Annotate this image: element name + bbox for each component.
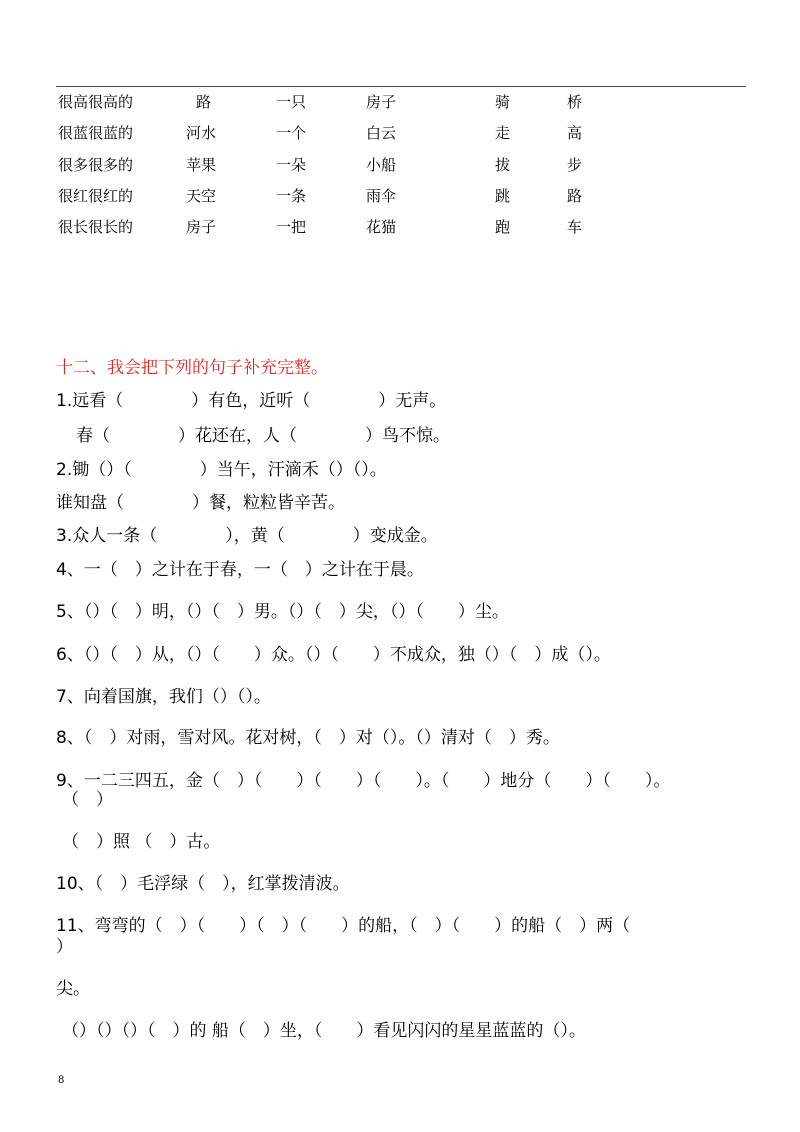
fill-in-line: 尖。 — [56, 979, 90, 999]
fill-in-line: （）（）（）（ ）的 船（ ）坐，（ ）看见闪闪的星星蓝蓝的（）。 — [62, 1021, 586, 1041]
fill-in-line: 7、向着国旗，我们（）（）。 — [56, 687, 271, 707]
table-cell: 苹果 — [186, 156, 217, 174]
table-cell: 拔 — [495, 156, 511, 174]
fill-in-line: （ ） — [62, 790, 113, 810]
fill-in-line: 9、一二三四五，金（ ）（ ）（ ）（ ）。（ ）地分（ ）（ ）。 — [56, 771, 671, 791]
table-cell: 一朵 — [276, 156, 307, 174]
fill-in-line: 11、弯弯的（ ）（ ）（ ）（ ）的船，（ ）（ ）的船（ ）两（ — [56, 916, 631, 936]
table-cell: 白云 — [366, 124, 397, 142]
fill-in-line: 4、一（ ）之计在于春，一（ ）之计在于晨。 — [56, 560, 424, 580]
page-number: 8 — [58, 1075, 65, 1086]
table-cell: 一把 — [276, 218, 307, 236]
section-title: 十二、我会把下列的句子补充完整。 — [56, 358, 328, 378]
fill-in-line: 1.远看（ ）有色，近听（ ）无声。 — [56, 391, 447, 411]
fill-in-line: 2.锄（）（ ）当午，汗滴禾（）（）。 — [56, 460, 387, 480]
table-cell: 高 — [567, 124, 583, 142]
table-row — [0, 216, 800, 240]
fill-in-line: 春（ ）花还在，人（ ）鸟不惊。 — [76, 426, 450, 446]
table-cell: 房子 — [186, 218, 217, 236]
table-cell: 小船 — [366, 156, 397, 174]
table-cell: 很高很高的 — [58, 93, 134, 111]
table-cell: 一条 — [276, 187, 307, 205]
fill-in-line: 6、（）（ ）从，（）（ ）众。（）（ ）不成众，独（）（ ）成（）。 — [56, 645, 611, 665]
table-cell: 步 — [567, 156, 583, 174]
table-row — [0, 91, 800, 115]
table-cell: 一个 — [276, 124, 307, 142]
table-cell: 很多很多的 — [58, 156, 134, 174]
table-cell: 一只 — [276, 93, 307, 111]
table-cell: 走 — [495, 124, 511, 142]
table-cell: 路 — [567, 187, 583, 205]
table-row — [0, 122, 800, 146]
table-cell: 跑 — [495, 218, 511, 236]
table-cell: 很红很红的 — [58, 187, 134, 205]
top-rule — [56, 86, 746, 87]
table-cell: 路 — [196, 93, 212, 111]
fill-in-line: 5、（）（ ）明，（）（ ）男。（）（ ）尖，（）（ ）尘。 — [56, 602, 509, 622]
fill-in-line: 8、（ ）对雨，雪对风。花对树，（ ）对（）。（）清对（ ）秀。 — [56, 728, 560, 748]
table-cell: 雨伞 — [366, 187, 397, 205]
table-cell: 河水 — [186, 124, 217, 142]
table-row — [0, 185, 800, 209]
fill-in-line: 10、（ ）毛浮绿（ ），红掌拨清波。 — [56, 874, 350, 894]
fill-in-line: （ ）照 （ ）古。 — [62, 832, 221, 852]
table-cell: 天空 — [186, 187, 217, 205]
table-cell: 很蓝很蓝的 — [58, 124, 134, 142]
table-cell: 花猫 — [366, 218, 397, 236]
table-cell: 跳 — [495, 187, 511, 205]
fill-in-line: 谁知盘（ ）餐，粒粒皆辛苦。 — [56, 493, 345, 513]
table-cell: 车 — [567, 218, 583, 236]
fill-in-line: 3.众人一条（ ），黄（ ）变成金。 — [56, 526, 438, 546]
table-cell: 房子 — [366, 93, 397, 111]
table-row — [0, 154, 800, 178]
table-cell: 很长很长的 — [58, 218, 134, 236]
table-cell: 骑 — [495, 93, 511, 111]
table-cell: 桥 — [567, 93, 583, 111]
fill-in-line: ） — [56, 937, 73, 957]
